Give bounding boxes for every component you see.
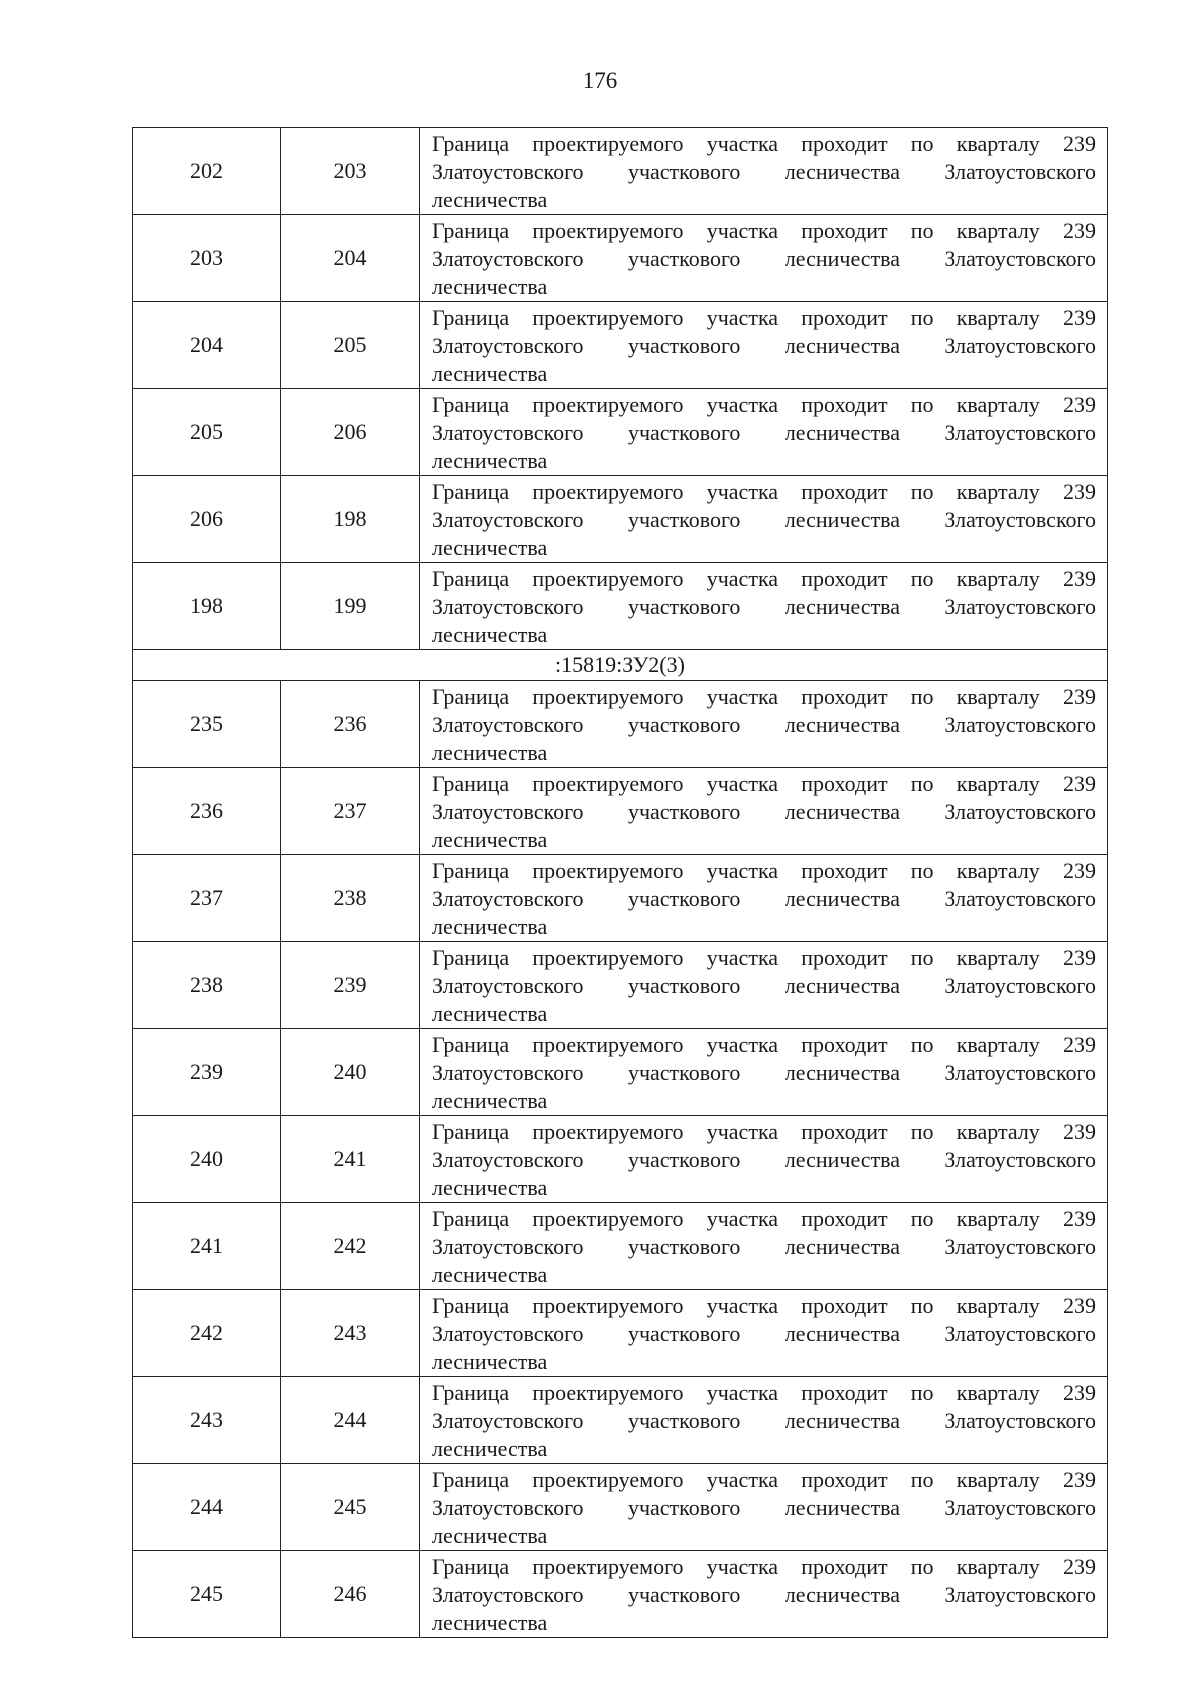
description-line: Златоустовского участкового лесничества Златоустовского xyxy=(432,886,1096,911)
description-line: лесничества xyxy=(432,535,548,560)
boundary-table xyxy=(132,127,1108,1638)
description-cell xyxy=(420,681,1108,768)
description-line: Златоустовского участкового лесничества Златоустовского xyxy=(432,1495,1096,1520)
point-from-cell: 238 xyxy=(133,942,281,1029)
description-cell xyxy=(420,215,1108,302)
table-row xyxy=(133,1116,1108,1203)
description-line: Златоустовского участкового лесничества Златоустовского xyxy=(432,1147,1096,1172)
table-row xyxy=(133,128,1108,215)
point-from-cell: 198 xyxy=(133,563,281,650)
description-cell xyxy=(420,1551,1108,1638)
table-row xyxy=(133,1551,1108,1638)
point-to-cell: 203 xyxy=(281,128,420,215)
point-to-cell: 241 xyxy=(281,1116,420,1203)
point-to-cell: 240 xyxy=(281,1029,420,1116)
description-cell xyxy=(420,1290,1108,1377)
point-from-cell: 203 xyxy=(133,215,281,302)
point-from-cell: 242 xyxy=(133,1290,281,1377)
description-line: Граница проектируемого участка проходит по кварталу 239 xyxy=(432,566,1096,591)
description-line: Граница проектируемого участка проходит по кварталу 239 xyxy=(432,771,1096,796)
description-line: Златоустовского участкового лесничества Златоустовского xyxy=(432,333,1096,358)
description-line: Граница проектируемого участка проходит по кварталу 239 xyxy=(432,479,1096,504)
point-from-cell: 237 xyxy=(133,855,281,942)
point-from-cell: 205 xyxy=(133,389,281,476)
point-from-cell: 241 xyxy=(133,1203,281,1290)
description-line: лесничества xyxy=(432,622,548,647)
point-to-cell: 243 xyxy=(281,1290,420,1377)
description-line: лесничества xyxy=(432,1610,548,1635)
point-from-cell: 240 xyxy=(133,1116,281,1203)
point-to-cell: 239 xyxy=(281,942,420,1029)
point-from-cell: 243 xyxy=(133,1377,281,1464)
table-row xyxy=(133,1290,1108,1377)
description-line: Златоустовского участкового лесничества Златоустовского xyxy=(432,1321,1096,1346)
description-cell xyxy=(420,476,1108,563)
description-line: лесничества xyxy=(432,448,548,473)
description-line: лесничества xyxy=(432,1175,548,1200)
point-to-cell: 198 xyxy=(281,476,420,563)
description-line: Граница проектируемого участка проходит по кварталу 239 xyxy=(432,131,1096,156)
table-row xyxy=(133,215,1108,302)
description-cell xyxy=(420,1203,1108,1290)
description-line: лесничества xyxy=(432,1262,548,1287)
table-row xyxy=(133,942,1108,1029)
description-line: Златоустовского участкового лесничества Златоустовского xyxy=(432,1408,1096,1433)
description-cell xyxy=(420,128,1108,215)
description-line: Златоустовского участкового лесничества Златоустовского xyxy=(432,1582,1096,1607)
description-line: Граница проектируемого участка проходит по кварталу 239 xyxy=(432,1380,1096,1405)
description-line: лесничества xyxy=(432,827,548,852)
point-to-cell: 242 xyxy=(281,1203,420,1290)
table-row xyxy=(133,1203,1108,1290)
description-cell xyxy=(420,1377,1108,1464)
description-line: лесничества xyxy=(432,1088,548,1113)
description-line: Златоустовского участкового лесничества Златоустовского xyxy=(432,712,1096,737)
description-cell xyxy=(420,1464,1108,1551)
point-from-cell: 244 xyxy=(133,1464,281,1551)
description-cell xyxy=(420,1029,1108,1116)
table-row xyxy=(133,563,1108,650)
description-line: лесничества xyxy=(432,1436,548,1461)
description-line: Граница проектируемого участка проходит по кварталу 239 xyxy=(432,684,1096,709)
section-heading: :15819:ЗУ2(3) xyxy=(133,650,1108,681)
description-line: Граница проектируемого участка проходит по кварталу 239 xyxy=(432,1032,1096,1057)
description-line: лесничества xyxy=(432,740,548,765)
description-line: лесничества xyxy=(432,361,548,386)
point-from-cell: 245 xyxy=(133,1551,281,1638)
point-to-cell: 204 xyxy=(281,215,420,302)
description-cell xyxy=(420,855,1108,942)
table-row xyxy=(133,681,1108,768)
point-to-cell: 237 xyxy=(281,768,420,855)
description-line: Граница проектируемого участка проходит по кварталу 239 xyxy=(432,945,1096,970)
description-line: Златоустовского участкового лесничества Златоустовского xyxy=(432,420,1096,445)
table-row xyxy=(133,302,1108,389)
point-to-cell: 236 xyxy=(281,681,420,768)
description-line: Граница проектируемого участка проходит по кварталу 239 xyxy=(432,1293,1096,1318)
point-from-cell: 202 xyxy=(133,128,281,215)
description-line: лесничества xyxy=(432,1001,548,1026)
description-cell xyxy=(420,1116,1108,1203)
table-body xyxy=(133,128,1108,1638)
description-line: лесничества xyxy=(432,1523,548,1548)
description-line: Граница проектируемого участка проходит по кварталу 239 xyxy=(432,392,1096,417)
description-line: Граница проектируемого участка проходит по кварталу 239 xyxy=(432,305,1096,330)
description-line: лесничества xyxy=(432,914,548,939)
table-row xyxy=(133,1377,1108,1464)
point-from-cell: 235 xyxy=(133,681,281,768)
point-from-cell: 236 xyxy=(133,768,281,855)
description-line: Златоустовского участкового лесничества Златоустовского xyxy=(432,159,1096,184)
description-cell xyxy=(420,942,1108,1029)
table-row xyxy=(133,1464,1108,1551)
section-heading-row xyxy=(133,650,1108,681)
point-from-cell: 204 xyxy=(133,302,281,389)
description-line: Златоустовского участкового лесничества Златоустовского xyxy=(432,507,1096,532)
description-line: Граница проектируемого участка проходит по кварталу 239 xyxy=(432,1206,1096,1231)
description-line: Златоустовского участкового лесничества Златоустовского xyxy=(432,246,1096,271)
description-line: Златоустовского участкового лесничества Златоустовского xyxy=(432,1060,1096,1085)
table-row xyxy=(133,768,1108,855)
table-row xyxy=(133,476,1108,563)
table-row xyxy=(133,1029,1108,1116)
point-to-cell: 199 xyxy=(281,563,420,650)
table-row xyxy=(133,389,1108,476)
point-from-cell: 239 xyxy=(133,1029,281,1116)
description-line: Граница проектируемого участка проходит по кварталу 239 xyxy=(432,218,1096,243)
description-line: Златоустовского участкового лесничества Златоустовского xyxy=(432,799,1096,824)
description-line: Граница проектируемого участка проходит по кварталу 239 xyxy=(432,1554,1096,1579)
point-from-cell: 206 xyxy=(133,476,281,563)
point-to-cell: 205 xyxy=(281,302,420,389)
description-line: Златоустовского участкового лесничества Златоустовского xyxy=(432,973,1096,998)
description-line: Златоустовского участкового лесничества Златоустовского xyxy=(432,594,1096,619)
point-to-cell: 245 xyxy=(281,1464,420,1551)
point-to-cell: 238 xyxy=(281,855,420,942)
description-line: лесничества xyxy=(432,1349,548,1374)
description-line: лесничества xyxy=(432,187,548,212)
description-line: Граница проектируемого участка проходит по кварталу 239 xyxy=(432,858,1096,883)
description-cell xyxy=(420,302,1108,389)
description-cell xyxy=(420,768,1108,855)
description-line: Граница проектируемого участка проходит по кварталу 239 xyxy=(432,1119,1096,1144)
description-cell xyxy=(420,563,1108,650)
point-to-cell: 244 xyxy=(281,1377,420,1464)
table-row xyxy=(133,855,1108,942)
page-number: 176 xyxy=(582,68,618,93)
point-to-cell: 246 xyxy=(281,1551,420,1638)
description-line: Граница проектируемого участка проходит по кварталу 239 xyxy=(432,1467,1096,1492)
description-line: лесничества xyxy=(432,274,548,299)
point-to-cell: 206 xyxy=(281,389,420,476)
description-line: Златоустовского участкового лесничества Златоустовского xyxy=(432,1234,1096,1259)
description-cell xyxy=(420,389,1108,476)
